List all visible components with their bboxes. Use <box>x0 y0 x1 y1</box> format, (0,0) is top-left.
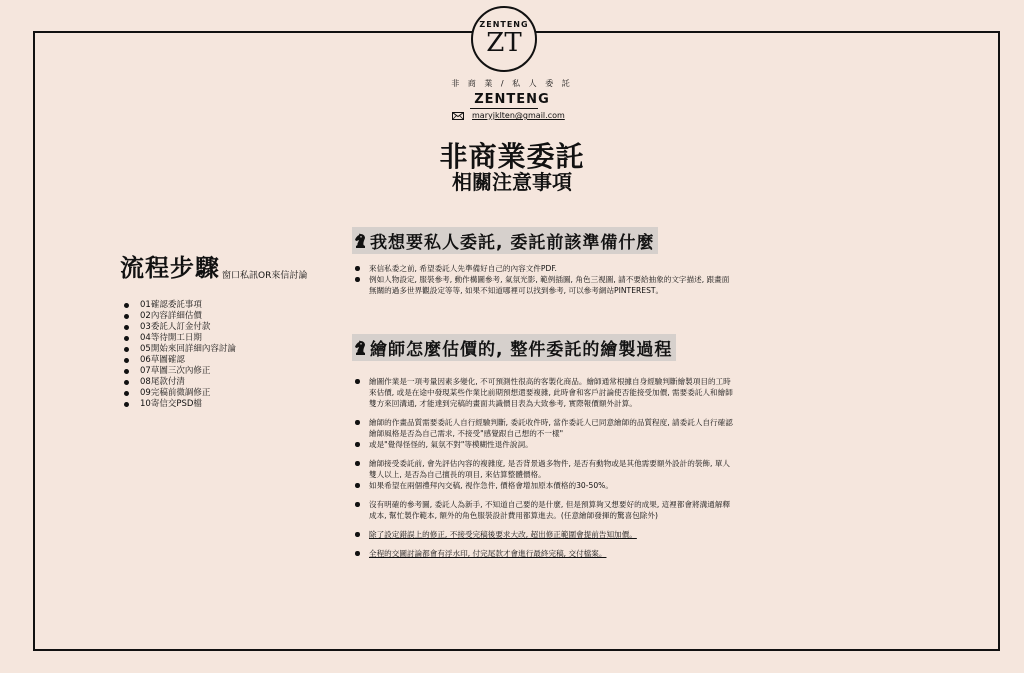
list-item: 02內容詳細估價 <box>122 311 236 322</box>
section-1-heading <box>352 227 658 254</box>
steps-heading <box>120 248 307 283</box>
chess-knight-icon <box>353 233 368 249</box>
page-title: 非商業委託 <box>439 140 585 173</box>
list-item: 08尾款付清 <box>122 377 236 388</box>
list-item: 09完稿前微調修正 <box>122 388 236 399</box>
list-item: 如果希望在兩個禮拜內交稿, 視作急件, 價格會增加原本價格的30-50%。 <box>355 480 735 491</box>
list-item: 05開始來回詳細內容討論 <box>122 344 236 355</box>
logo-brand-small: ZENTENG <box>479 20 529 29</box>
section-1-list <box>355 263 735 296</box>
section-2-heading <box>352 334 676 361</box>
brand-name: ZENTENG <box>474 92 550 107</box>
email-row <box>452 111 565 120</box>
list-item: 全程的交圖討論都會有浮水印, 付完尾款才會進行最終完稿, 交付檔案。 <box>355 548 735 559</box>
list-item: 或是"覺得怪怪的, 氣氛不對"等模糊性退件說詞。 <box>355 439 735 450</box>
list-item: 來信私委之前, 希望委託人先準備好自己的內容文件PDF. <box>355 263 735 274</box>
section-2-list <box>355 376 735 559</box>
list-item: 繪師接受委託前, 會先評估內容的複雜度, 是否背景過多物件, 是否有動物或是其他需要額外設計的裝飾, 單人雙人以上, 是否為自己擅長的項目, 來估算整體價格。 <box>355 458 735 480</box>
brand-underline <box>470 108 538 109</box>
list-item: 繪圖作業是一項考量因素多變化, 不可預測性很高的客製化商品。繪師通常根據自身經驗判斷繪製項目的工時來估價, 或是在途中發現某些作業比前期預想還要複雜, 此時會和客戶討論使否能接受加價, 需要委託人和繪師雙方來回溝通, 才能達到完稿的畫面共識價目表為大致參考, 實際報價額外計算。 <box>355 376 735 409</box>
email-link[interactable]: maryjklten@gmail.com <box>472 111 565 120</box>
list-item: 06草圖確認 <box>122 355 236 366</box>
section-1-title: 我想要私人委託, 委託前該準備什麼 <box>370 233 655 253</box>
steps-list <box>122 300 236 410</box>
list-item: 10寄信交PSD檔 <box>122 399 236 410</box>
steps-title: 流程步驟 <box>120 254 220 282</box>
brand-logo <box>471 6 537 72</box>
list-item: 04等待開工日期 <box>122 333 236 344</box>
logo-subtitle: 非 商 業 / 私 人 委 託 <box>451 79 573 88</box>
list-item: 03委託人訂金付款 <box>122 322 236 333</box>
logo-monogram: ZT <box>486 28 522 58</box>
page-subtitle: 相關注意事項 <box>452 170 572 194</box>
list-item: 繪師的作畫品質需要委託人自行經驗判斷, 委託收件時, 當作委託人已同意繪師的品質程度, 請委託人自行確認繪師風格是否為自己需求, 不接受"感覺跟自己想的不一樣" <box>355 417 735 439</box>
list-item: 01確認委託事項 <box>122 300 236 311</box>
mail-icon <box>452 112 464 120</box>
list-item: 除了設定錯誤上的修正, 不接受完稿後要求大改, 超出修正範圍會提前告知加價。 <box>355 529 735 540</box>
section-2-title: 繪師怎麼估價的, 整件委託的繪製過程 <box>370 340 673 360</box>
list-item: 07草圖三次內修正 <box>122 366 236 377</box>
list-item: 例如人物設定, 服裝參考, 動作構圖參考, 氣氛光影, 範例插圖, 角色三視圖, 請不要給抽象的文字描述, 跟畫面無關的過多世界觀設定等等, 如果不知道哪裡可以找到參考, 可以參考網站PINTEREST。 <box>355 274 735 296</box>
list-item: 沒有明確的參考圖, 委託人為新手, 不知道自己要的是什麼, 但是預算夠又想要好的成果, 這裡都會將溝通解釋成本, 幫忙製作範本, 額外的角色服裝設計費用都算進去。(任意繪師發揮的驚喜包除外) <box>355 499 735 521</box>
chess-knight-icon <box>353 340 368 356</box>
steps-note: 窗口私訊OR來信討論 <box>222 271 308 281</box>
